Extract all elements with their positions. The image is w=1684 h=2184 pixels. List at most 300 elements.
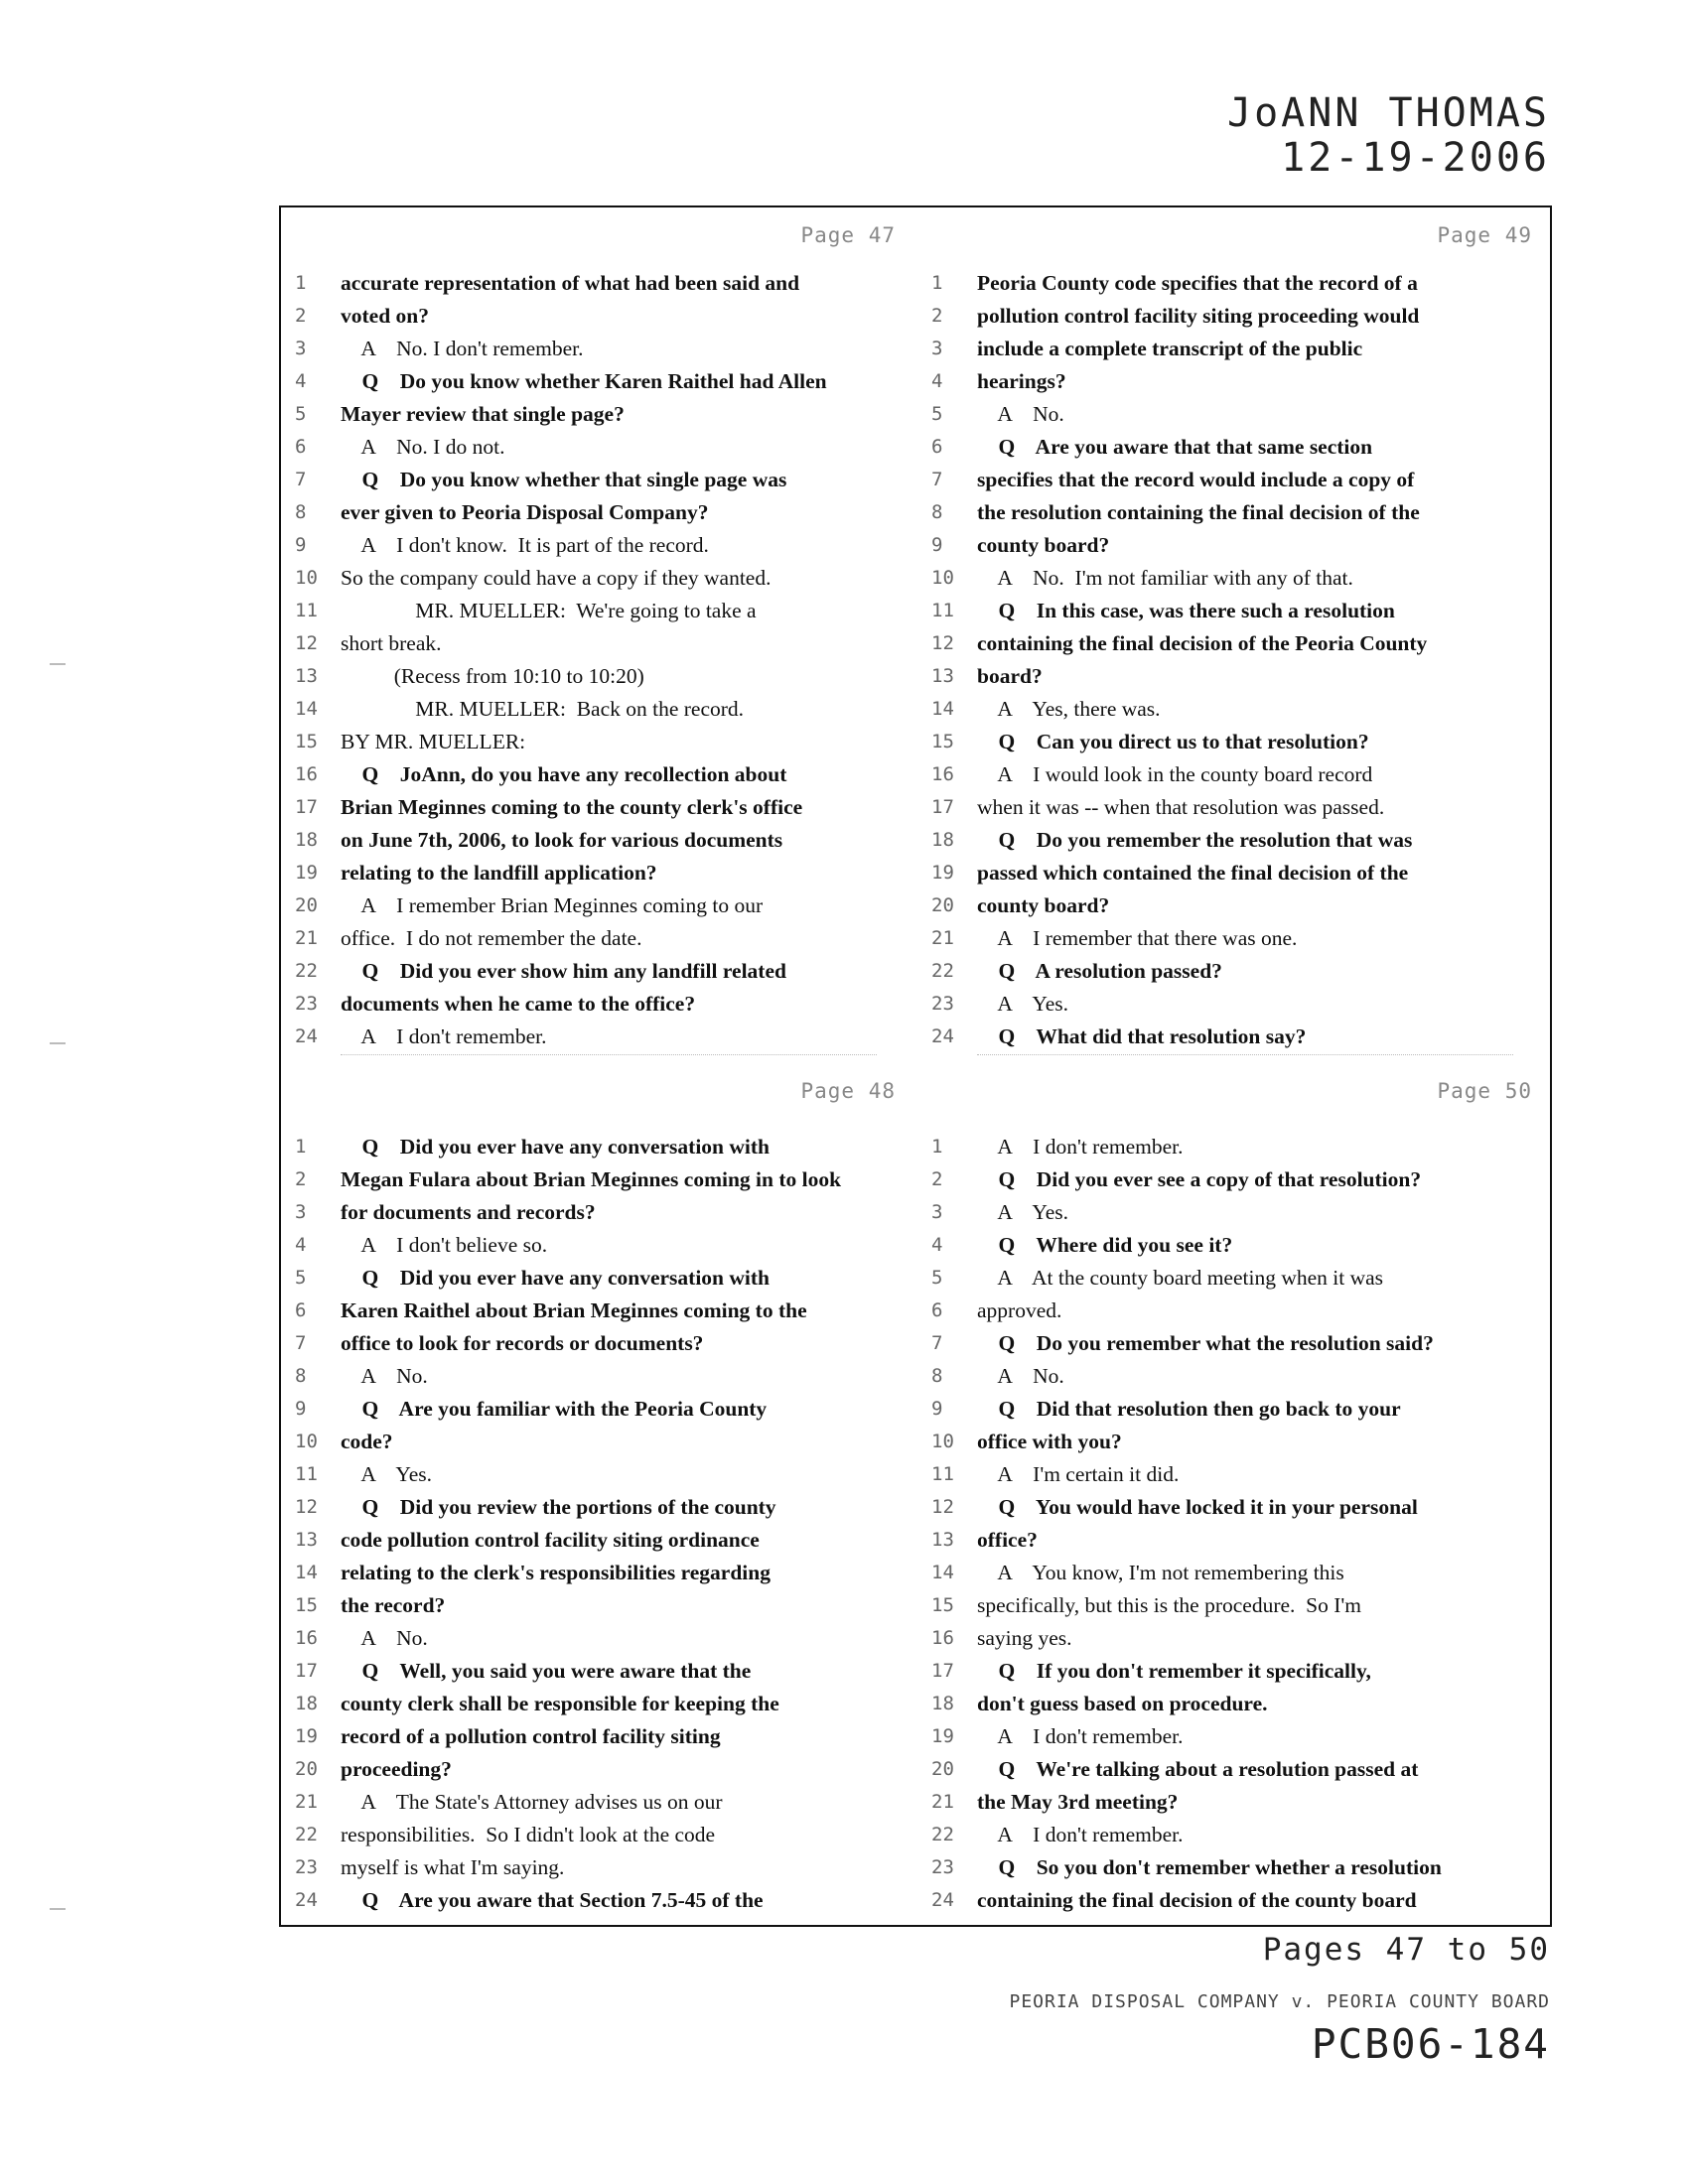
line-number: 4 — [295, 1234, 307, 1256]
transcript-line — [281, 857, 917, 889]
transcript-line — [917, 1720, 1554, 1753]
transcript-line — [917, 431, 1554, 464]
line-text: A I remember Brian Meginnes coming to our — [341, 893, 764, 917]
transcript-line — [281, 1884, 917, 1917]
line-number: 22 — [295, 1824, 318, 1845]
case-number: PCB06-184 — [1311, 2020, 1550, 2068]
line-number: 11 — [295, 600, 318, 621]
transcript-lines — [917, 267, 1554, 1053]
deposition-date: 12-19-2006 — [1281, 134, 1550, 181]
witness-name: JoANN THOMAS — [1227, 90, 1550, 136]
transcript-line — [281, 365, 917, 398]
line-text: responsibilities. So I didn't look at the code — [341, 1823, 716, 1846]
transcript-line — [917, 1327, 1554, 1360]
transcript-line — [917, 693, 1554, 726]
line-number: 19 — [295, 1725, 318, 1747]
line-number: 24 — [295, 1889, 318, 1911]
line-number: 17 — [295, 796, 318, 818]
transcript-line — [917, 660, 1554, 693]
line-number: 4 — [931, 1234, 943, 1256]
transcript-page-47 — [281, 207, 917, 1061]
transcript-line — [917, 1622, 1554, 1655]
line-text: office with you? — [977, 1430, 1122, 1453]
transcript-line — [281, 1491, 917, 1524]
transcript-lines — [281, 1131, 917, 1917]
case-title: PEORIA DISPOSAL COMPANY v. PEORIA COUNTY BOARD — [1009, 1991, 1550, 2012]
line-text: ever given to Peoria Disposal Company? — [341, 500, 709, 524]
transcript-line — [281, 1524, 917, 1557]
transcript-line — [917, 464, 1554, 496]
transcript-line — [281, 398, 917, 431]
line-number: 17 — [295, 1660, 318, 1682]
transcript-line — [917, 889, 1554, 922]
line-number: 8 — [931, 501, 943, 523]
line-text: MR. MUELLER: We're going to take a — [341, 599, 757, 622]
transcript-line — [281, 1589, 917, 1622]
line-number: 14 — [931, 698, 954, 720]
transcript-frame — [279, 205, 1552, 1927]
line-text: Q Do you remember the resolution that was — [977, 828, 1413, 852]
transcript-line — [917, 791, 1554, 824]
transcript-line — [917, 922, 1554, 955]
transcript-line — [281, 1786, 917, 1819]
line-number: 13 — [295, 665, 318, 687]
line-number: 24 — [295, 1025, 318, 1047]
transcript-page-50 — [917, 1061, 1554, 1925]
line-number: 24 — [931, 1889, 954, 1911]
line-number: 15 — [295, 731, 318, 752]
line-text: county clerk shall be responsible for keeping the — [341, 1692, 779, 1715]
line-number: 21 — [295, 1791, 318, 1813]
transcript-line — [281, 267, 917, 300]
transcript-line — [281, 1360, 917, 1393]
transcript-line — [281, 955, 917, 988]
line-text: A Yes. — [977, 992, 1069, 1016]
transcript-line — [917, 1557, 1554, 1589]
line-number: 12 — [295, 632, 318, 654]
margin-mark — [50, 663, 66, 665]
transcript-line — [917, 1786, 1554, 1819]
transcript-line — [281, 1688, 917, 1720]
line-number: 22 — [295, 960, 318, 982]
line-text: short break. — [341, 631, 442, 655]
line-text: A I would look in the county board record — [977, 762, 1373, 786]
line-number: 19 — [295, 862, 318, 884]
transcript-line — [917, 1229, 1554, 1262]
line-number: 12 — [931, 632, 954, 654]
line-text: A I don't know. It is part of the record. — [341, 533, 709, 557]
transcript-line — [281, 1458, 917, 1491]
margin-mark — [50, 1908, 66, 1910]
line-number: 4 — [931, 370, 943, 392]
transcript-line — [281, 791, 917, 824]
page-divider-dots — [977, 1054, 1513, 1055]
line-text: Q What did that resolution say? — [977, 1024, 1307, 1048]
line-text: county board? — [977, 533, 1110, 557]
transcript-line — [917, 1884, 1554, 1917]
line-number: 1 — [931, 1136, 943, 1158]
line-number: 19 — [931, 1725, 954, 1747]
transcript-line — [917, 857, 1554, 889]
transcript-line — [281, 660, 917, 693]
line-text: Megan Fulara about Brian Meginnes coming in to look — [341, 1167, 842, 1191]
page-label: Page 49 — [1437, 223, 1532, 247]
transcript-line — [281, 431, 917, 464]
line-text: A No. I'm not familiar with any of that. — [977, 566, 1353, 590]
line-text: Q A resolution passed? — [977, 959, 1222, 983]
line-number: 14 — [931, 1562, 954, 1583]
transcript-line — [917, 267, 1554, 300]
line-text: BY MR. MUELLER: — [341, 730, 526, 753]
line-number: 6 — [931, 436, 943, 458]
transcript-line — [281, 333, 917, 365]
line-number: 21 — [931, 1791, 954, 1813]
line-text: A I don't remember. — [977, 1135, 1184, 1159]
line-number: 7 — [295, 469, 307, 490]
line-text: Karen Raithel about Brian Meginnes coming to the — [341, 1298, 807, 1322]
transcript-line — [917, 824, 1554, 857]
line-text: Q Do you remember what the resolution said? — [977, 1331, 1434, 1355]
line-text: Q In this case, was there such a resolution — [977, 599, 1395, 622]
line-number: 8 — [931, 1365, 943, 1387]
line-number: 22 — [931, 1824, 954, 1845]
line-number: 20 — [295, 1758, 318, 1780]
transcript-line — [281, 1295, 917, 1327]
transcript-line — [917, 1131, 1554, 1163]
line-text: A I don't remember. — [977, 1724, 1184, 1748]
line-text: specifies that the record would include a copy of — [977, 468, 1415, 491]
line-text: don't guess based on procedure. — [977, 1692, 1268, 1715]
transcript-line — [281, 1021, 917, 1053]
transcript-line — [917, 955, 1554, 988]
line-text: A The State's Attorney advises us on our — [341, 1790, 723, 1814]
line-text: Q We're talking about a resolution passed at — [977, 1757, 1419, 1781]
line-number: 9 — [931, 1398, 943, 1420]
line-text: Q Can you direct us to that resolution? — [977, 730, 1369, 753]
transcript-line — [281, 1131, 917, 1163]
line-number: 19 — [931, 862, 954, 884]
line-text: passed which contained the final decision of the — [977, 861, 1409, 885]
transcript-line — [917, 758, 1554, 791]
line-number: 13 — [295, 1529, 318, 1551]
transcript-line — [281, 464, 917, 496]
line-number: 15 — [295, 1594, 318, 1616]
line-text: code? — [341, 1430, 393, 1453]
line-text: the record? — [341, 1593, 446, 1617]
line-number: 1 — [931, 272, 943, 294]
transcript-line — [917, 1295, 1554, 1327]
line-number: 10 — [931, 567, 954, 589]
transcript-line — [281, 1163, 917, 1196]
line-number: 15 — [931, 731, 954, 752]
line-number: 17 — [931, 796, 954, 818]
line-text: (Recess from 10:10 to 10:20) — [341, 664, 644, 688]
transcript-line — [917, 1426, 1554, 1458]
line-text: relating to the landfill application? — [341, 861, 657, 885]
transcript-line — [917, 365, 1554, 398]
transcript-line — [917, 1163, 1554, 1196]
page-divider-dots — [341, 1054, 877, 1055]
line-text: Q Did you ever see a copy of that resolution? — [977, 1167, 1422, 1191]
line-number: 11 — [295, 1463, 318, 1485]
line-number: 3 — [931, 338, 943, 359]
transcript-line — [281, 988, 917, 1021]
line-number: 9 — [931, 534, 943, 556]
line-text: on June 7th, 2006, to look for various documents — [341, 828, 783, 852]
line-number: 24 — [931, 1025, 954, 1047]
line-number: 7 — [931, 469, 943, 490]
line-number: 9 — [295, 534, 307, 556]
transcript-line — [917, 1753, 1554, 1786]
line-text: the May 3rd meeting? — [977, 1790, 1179, 1814]
line-text: Q Do you know whether Karen Raithel had Allen — [341, 369, 827, 393]
line-text: A I don't believe so. — [341, 1233, 548, 1257]
line-text: A No. — [341, 1626, 428, 1650]
transcript-line — [281, 1655, 917, 1688]
line-text: documents when he came to the office? — [341, 992, 696, 1016]
transcript-line — [281, 726, 917, 758]
line-text: Q Did that resolution then go back to your — [977, 1397, 1401, 1421]
transcript-line — [917, 1851, 1554, 1884]
line-number: 20 — [931, 894, 954, 916]
transcript-line — [917, 1655, 1554, 1688]
transcript-line — [281, 627, 917, 660]
line-number: 20 — [931, 1758, 954, 1780]
line-number: 9 — [295, 1398, 307, 1420]
page-label: Page 50 — [1437, 1079, 1532, 1103]
line-text: Q Are you aware that Section 7.5-45 of the — [341, 1888, 764, 1912]
line-number: 5 — [931, 403, 943, 425]
transcript-line — [917, 627, 1554, 660]
line-number: 5 — [931, 1267, 943, 1289]
line-number: 18 — [295, 829, 318, 851]
margin-mark — [50, 1042, 66, 1044]
line-text: A I don't remember. — [341, 1024, 547, 1048]
deposition-header — [1227, 91, 1550, 181]
line-text: A I remember that there was one. — [977, 926, 1298, 950]
transcript-line — [281, 1720, 917, 1753]
line-number: 12 — [295, 1496, 318, 1518]
transcript-line — [917, 1589, 1554, 1622]
line-text: A No. I do not. — [341, 435, 505, 459]
line-text: Peoria County code specifies that the record of a — [977, 271, 1418, 295]
line-number: 2 — [295, 1168, 307, 1190]
line-text: approved. — [977, 1298, 1062, 1322]
line-number: 10 — [931, 1431, 954, 1452]
transcript-line — [917, 398, 1554, 431]
page-label: Page 48 — [800, 1079, 896, 1103]
line-text: A No. — [977, 402, 1064, 426]
line-number: 16 — [295, 763, 318, 785]
line-text: A No. — [341, 1364, 428, 1388]
transcript-line — [917, 1688, 1554, 1720]
transcript-line — [281, 1622, 917, 1655]
transcript-line — [281, 562, 917, 595]
transcript-line — [917, 595, 1554, 627]
transcript-line — [281, 529, 917, 562]
line-number: 1 — [295, 272, 307, 294]
line-text: Q So you don't remember whether a resolution — [977, 1855, 1442, 1879]
transcript-page-49 — [917, 207, 1554, 1061]
line-text: myself is what I'm saying. — [341, 1855, 565, 1879]
line-number: 1 — [295, 1136, 307, 1158]
line-text: A No. — [977, 1364, 1064, 1388]
line-number: 16 — [295, 1627, 318, 1649]
transcript-line — [281, 1393, 917, 1426]
line-number: 5 — [295, 403, 307, 425]
transcript-line — [917, 529, 1554, 562]
line-text: Q Did you ever have any conversation with — [341, 1266, 770, 1290]
line-number: 18 — [295, 1693, 318, 1714]
transcript-line — [281, 758, 917, 791]
transcript-lines — [281, 267, 917, 1053]
line-text: A I don't remember. — [977, 1823, 1184, 1846]
line-number: 3 — [295, 1201, 307, 1223]
line-text: Q Do you know whether that single page was — [341, 468, 787, 491]
transcript-line — [917, 1819, 1554, 1851]
line-text: A Yes. — [977, 1200, 1069, 1224]
line-text: proceeding? — [341, 1757, 452, 1781]
transcript-line — [281, 1262, 917, 1295]
line-number: 12 — [931, 1496, 954, 1518]
line-text: relating to the clerk's responsibilities regarding — [341, 1561, 771, 1584]
line-text: A At the county board meeting when it was — [977, 1266, 1384, 1290]
transcript-line — [917, 1021, 1554, 1053]
line-text: Q Did you ever have any conversation with — [341, 1135, 770, 1159]
transcript-page-48 — [281, 1061, 917, 1925]
transcript-line — [281, 922, 917, 955]
line-number: 2 — [931, 1168, 943, 1190]
page-range: Pages 47 to 50 — [1262, 1932, 1550, 1968]
line-number: 8 — [295, 1365, 307, 1387]
transcript-line — [917, 1360, 1554, 1393]
line-text: A Yes. — [341, 1462, 433, 1486]
line-number: 4 — [295, 370, 307, 392]
line-number: 10 — [295, 1431, 318, 1452]
line-number: 18 — [931, 829, 954, 851]
line-number: 16 — [931, 763, 954, 785]
line-text: A I'm certain it did. — [977, 1462, 1180, 1486]
line-number: 23 — [931, 993, 954, 1015]
transcript-line — [281, 824, 917, 857]
transcript-line — [917, 562, 1554, 595]
line-number: 21 — [295, 927, 318, 949]
line-text: hearings? — [977, 369, 1066, 393]
transcript-line — [281, 1426, 917, 1458]
line-text: specifically, but this is the procedure. So I'm — [977, 1593, 1361, 1617]
line-number: 23 — [295, 1856, 318, 1878]
line-number: 21 — [931, 927, 954, 949]
line-text: Q Well, you said you were aware that the — [341, 1659, 752, 1683]
transcript-line — [917, 333, 1554, 365]
page-label: Page 47 — [800, 223, 896, 247]
line-text: the resolution containing the final decision of the — [977, 500, 1420, 524]
line-text: for documents and records? — [341, 1200, 596, 1224]
line-number: 23 — [295, 993, 318, 1015]
line-text: Q Did you review the portions of the county — [341, 1495, 776, 1519]
line-number: 7 — [295, 1332, 307, 1354]
transcript-line — [917, 496, 1554, 529]
transcript-line — [281, 1819, 917, 1851]
transcript-line — [281, 1229, 917, 1262]
line-number: 14 — [295, 1562, 318, 1583]
line-text: MR. MUELLER: Back on the record. — [341, 697, 745, 721]
line-text: include a complete transcript of the public — [977, 337, 1363, 360]
line-number: 18 — [931, 1693, 954, 1714]
line-text: when it was -- when that resolution was passed. — [977, 795, 1385, 819]
line-text: county board? — [977, 893, 1110, 917]
line-number: 15 — [931, 1594, 954, 1616]
transcript-line — [281, 1327, 917, 1360]
line-number: 11 — [931, 1463, 954, 1485]
line-text: pollution control facility siting proceeding would — [977, 304, 1420, 328]
line-number: 22 — [931, 960, 954, 982]
line-text: code pollution control facility siting ordinance — [341, 1528, 760, 1552]
transcript-line — [281, 1851, 917, 1884]
transcript-line — [281, 595, 917, 627]
line-text: Q JoAnn, do you have any recollection about — [341, 762, 787, 786]
transcript-line — [281, 300, 917, 333]
line-text: Q Where did you see it? — [977, 1233, 1233, 1257]
line-number: 3 — [931, 1201, 943, 1223]
transcript-line — [917, 1491, 1554, 1524]
line-number: 7 — [931, 1332, 943, 1354]
line-text: containing the final decision of the county board — [977, 1888, 1417, 1912]
line-number: 2 — [931, 305, 943, 327]
line-text: Q Did you ever show him any landfill related — [341, 959, 786, 983]
transcript-line — [917, 1196, 1554, 1229]
line-number: 17 — [931, 1660, 954, 1682]
transcript-line — [917, 1458, 1554, 1491]
line-number: 8 — [295, 501, 307, 523]
line-text: Mayer review that single page? — [341, 402, 625, 426]
line-text: Q Are you familiar with the Peoria County — [341, 1397, 768, 1421]
line-number: 13 — [931, 1529, 954, 1551]
line-text: office. I do not remember the date. — [341, 926, 642, 950]
line-number: 6 — [295, 1299, 307, 1321]
transcript-line — [917, 300, 1554, 333]
transcript-line — [281, 496, 917, 529]
transcript-line — [281, 693, 917, 726]
line-text: Q Are you aware that that same section — [977, 435, 1373, 459]
line-text: Brian Meginnes coming to the county clerk's office — [341, 795, 803, 819]
transcript-line — [281, 1557, 917, 1589]
transcript-line — [281, 1753, 917, 1786]
transcript-line — [917, 1393, 1554, 1426]
line-text: containing the final decision of the Peoria County — [977, 631, 1428, 655]
line-text: office? — [977, 1528, 1038, 1552]
line-text: board? — [977, 664, 1043, 688]
line-number: 16 — [931, 1627, 954, 1649]
line-text: A No. I don't remember. — [341, 337, 584, 360]
line-text: A You know, I'm not remembering this — [977, 1561, 1344, 1584]
line-number: 23 — [931, 1856, 954, 1878]
transcript-line — [917, 988, 1554, 1021]
line-number: 2 — [295, 305, 307, 327]
transcript-lines — [917, 1131, 1554, 1917]
line-number: 10 — [295, 567, 318, 589]
line-text: voted on? — [341, 304, 429, 328]
line-text: record of a pollution control facility siting — [341, 1724, 721, 1748]
transcript-line — [281, 889, 917, 922]
line-number: 13 — [931, 665, 954, 687]
transcript-line — [917, 726, 1554, 758]
transcript-line — [917, 1524, 1554, 1557]
line-text: saying yes. — [977, 1626, 1072, 1650]
line-text: A Yes, there was. — [977, 697, 1161, 721]
transcript-line — [917, 1262, 1554, 1295]
line-number: 20 — [295, 894, 318, 916]
